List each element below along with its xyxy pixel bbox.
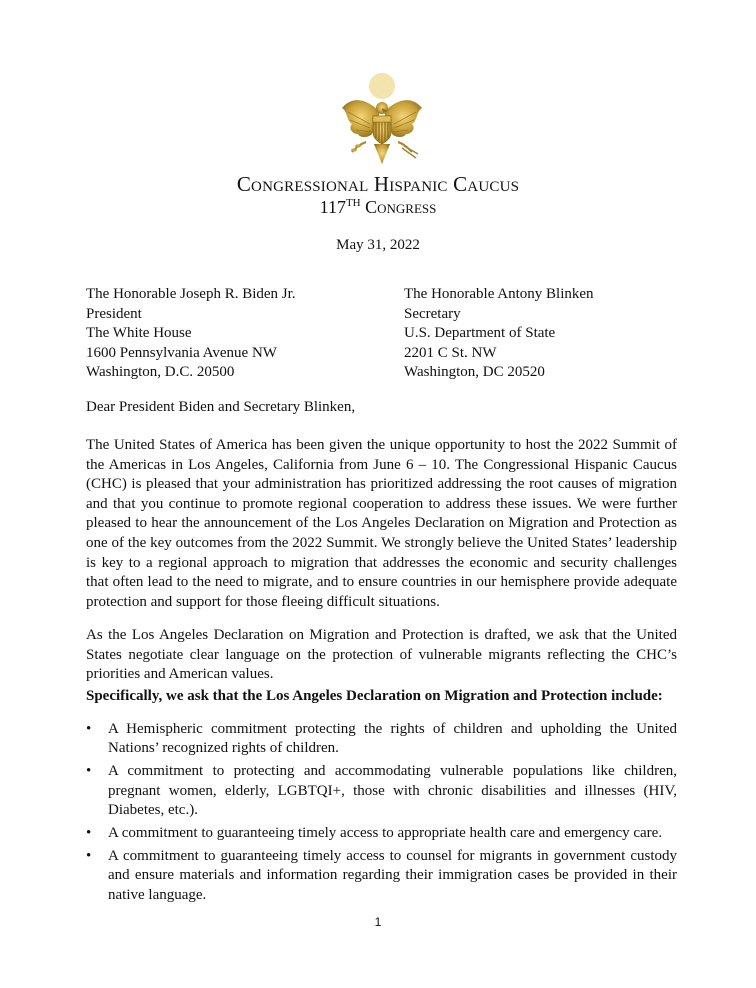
recipient-address-secretary xyxy=(404,285,594,383)
address-line: President xyxy=(86,305,142,322)
list-item xyxy=(86,847,677,905)
body-paragraph: As the Los Angeles Declaration on Migration and Protection is drafted, we ask that the United States negotiate clear language on the protection of vulnerable migrants reflecting the CHC’s priorities and American values. xyxy=(86,627,677,683)
address-line: Secretary xyxy=(404,305,461,322)
address-line: 1600 Pennsylvania Avenue NW xyxy=(86,344,277,361)
list-item xyxy=(86,762,677,820)
letter-date: May 31, 2022 xyxy=(336,237,420,253)
list-item-text: A commitment to protecting and accommodating vulnerable populations like children, pregnant women, elderly, LGBTQI+, those with chronic disabilities and illnesses (HIV, Diabetes, etc.). xyxy=(108,763,677,818)
bullet-icon: • xyxy=(86,848,92,865)
body-paragraph: The United States of America has been given the unique opportunity to host the 2022 Summit of the Americas in Los Angeles, California from June 6 – 10. The Congressional Hispanic Caucus (CHC) is pleased that your administration has prioritized addressing the root causes of migration and that you continue to promote regional cooperation to address these issues. We were further pleased to hear the announcement of the Los Angeles Declaration on Migration and Protection as one of the key outcomes from the 2022 Summit. We strongly believe the United States’ leadership is key to a regional approach to migration that addresses the economic and security challenges that often lead to the need to migrate, and to ensure countries in our hemisphere provide adequate protection and support for those fleeing difficult situations. xyxy=(86,437,677,610)
bullet-icon: • xyxy=(86,721,92,737)
congress-word: Congress xyxy=(365,197,437,217)
organization-name: Congressional Hispanic Caucus xyxy=(236,172,520,196)
address-line: U.S. Department of State xyxy=(404,325,556,341)
address-line: Washington, D.C. 20500 xyxy=(86,364,235,380)
salutation: Dear President Biden and Secretary Blinken, xyxy=(86,399,356,415)
page-number: 1 xyxy=(374,915,382,929)
congress-ordinal-suffix: TH xyxy=(345,197,361,209)
address-line: Washington, DC 20520 xyxy=(404,364,545,380)
congress-number: 117 xyxy=(319,197,346,217)
congress-session xyxy=(0,197,756,218)
list-item-text: A commitment to guaranteeing timely access to counsel for migrants in government custody and ensure materials and information regarding their immigration cases be provided in their native language. xyxy=(108,848,677,903)
bullet-icon: • xyxy=(86,825,92,842)
list-item-text: A commitment to guaranteeing timely access to appropriate health care and emergency care. xyxy=(108,825,663,842)
list-item xyxy=(86,824,677,843)
bullet-icon: • xyxy=(86,763,92,780)
list-item-text: A Hemispheric commitment protecting the rights of children and upholding the United Nations’ recognized rights of children. xyxy=(108,721,677,757)
recipient-address-president xyxy=(86,285,296,383)
address-line: The Honorable Antony Blinken xyxy=(404,286,594,302)
request-heading: Specifically, we ask that the Los Angeles Declaration on Migration and Protection include: xyxy=(86,688,663,704)
address-line: 2201 C St. NW xyxy=(404,344,497,361)
list-item xyxy=(86,720,677,758)
address-line: The White House xyxy=(86,325,192,341)
request-list xyxy=(86,720,677,909)
great-seal-eagle-icon xyxy=(336,68,428,168)
address-line: The Honorable Joseph R. Biden Jr. xyxy=(86,286,296,302)
